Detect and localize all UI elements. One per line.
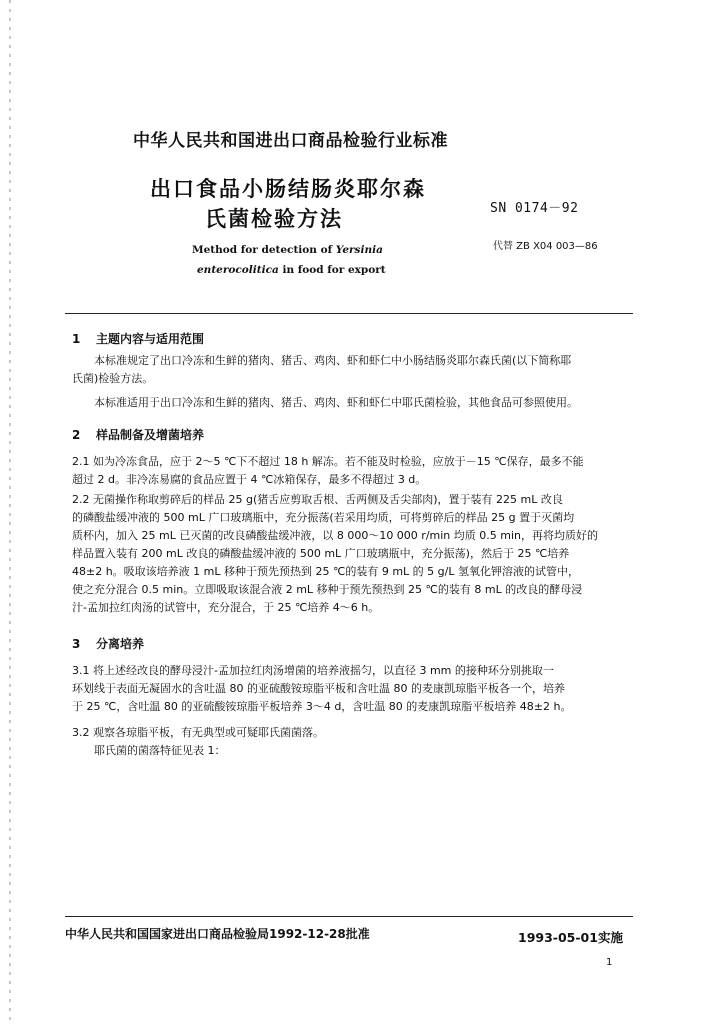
replaces-standard: 代替 ZB X04 003—86 — [493, 241, 598, 252]
english-title-prefix: Method for detection of — [192, 244, 336, 256]
standard-code: SN 0174－92 — [490, 201, 579, 216]
paragraph-1-1: 本标准规定了出口冷冻和生鲜的猪肉、猪舌、鸡肉、虾和虾仁中小肠结肠炎耶尔森氏菌(以下简称耶 — [94, 354, 572, 367]
section-heading-2 — [72, 426, 204, 443]
section-title: 样品制备及增菌培养 — [96, 428, 205, 442]
section-heading-1 — [72, 330, 204, 347]
paragraph-1-1-continued: 氏菌)检验方法。 — [72, 372, 154, 385]
standard-series-title: 中华人民共和国进出口商品检验行业标准 — [133, 131, 448, 151]
document-title-line-2: 氏菌检验方法 — [205, 207, 343, 231]
clause-2-2-line: 48±2 h。吸取该培养液 1 mL 移种于预先预热到 25 ℃的装有 9 mL 的 5 g/L 氢氧化钾溶液的试管中， — [72, 565, 579, 578]
clause-3-1-line: 环划线于表面无凝固水的含吐温 80 的亚硫酸铵琼脂平板和含吐温 80 的麦康凯琼脂平板各一个，培养 — [72, 682, 565, 695]
clause-2-1-line-2: 超过 2 d。非冷冻易腐的食品应置于 4 ℃冰箱保存，最多不得超过 3 d。 — [72, 473, 427, 486]
clause-2-2-line: 使之充分混合 0.5 min。立即吸取该混合液 2 mL 移种于预先预热到 25 ℃的装有 8 mL 的改良的酵母浸 — [72, 583, 583, 596]
clause-2-2-line: 汁-孟加拉红肉汤的试管中，充分混合，于 25 ℃培养 4～6 h。 — [72, 601, 380, 614]
binding-holes — [9, 0, 11, 1024]
approval-statement: 中华人民共和国国家进出口商品检验局1992-12-28批准 — [65, 927, 370, 941]
footer-divider — [65, 916, 633, 917]
clause-3-1-line: 于 25 ℃，含吐温 80 的亚硫酸铵琼脂平板培养 3～4 d，含吐温 80 的麦康凯琼脂平板培养 48±2 h。 — [72, 700, 572, 713]
paragraph-1-2: 本标准适用于出口冷冻和生鲜的猪肉、猪舌、鸡肉、虾和虾仁中耶氏菌检验，其他食品可参照使用。 — [94, 396, 578, 409]
section-title: 分离培养 — [96, 637, 145, 651]
clause-3-2-note: 耶氏菌的菌落特征见表 1： — [94, 744, 226, 757]
english-title-suffix: in food for export — [278, 264, 386, 276]
clause-2-2 — [72, 491, 598, 617]
clause-2-2-line: 样品置入装有 200 mL 改良的磷酸盐缓冲液的 500 mL 广口玻璃瓶中，充分振荡)，然后于 25 ℃培养 — [72, 547, 570, 560]
clause-2-2-line: 2.2 无菌操作称取剪碎后的样品 25 g(猪舌应剪取舌根、舌两侧及舌尖部肉)，置于装有 225 mL 改良 — [72, 493, 563, 506]
english-title-line-2 — [197, 264, 386, 276]
section-number: 1 — [72, 332, 81, 346]
clause-3-1-line: 3.1 将上述经改良的酵母浸汁-孟加拉红肉汤增菌的培养液摇匀，以直径 3 mm 的接种环分别挑取一 — [72, 664, 554, 677]
english-title-genus: Yersinia — [335, 244, 383, 256]
clause-2-2-line: 的磷酸盐缓冲液的 500 mL 广口玻璃瓶中，充分振荡(若采用均质，可将剪碎后的样品 25 g 置于灭菌均 — [72, 511, 575, 524]
clause-3-2: 3.2 观察各琼脂平板，有无典型或可疑耶氏菌菌落。 — [72, 726, 324, 739]
clause-3-1 — [72, 662, 571, 716]
section-number: 2 — [72, 428, 81, 442]
clause-2-1-line-1: 2.1 如为冷冻食品，应于 2～5 ℃下不超过 18 h 解冻。若不能及时检验，应放于－15 ℃保存，最多不能 — [72, 455, 584, 468]
english-title-species: enterocolitica — [197, 264, 279, 276]
section-heading-3 — [72, 635, 144, 652]
document-title-line-1: 出口食品小肠结肠炎耶尔森 — [150, 177, 426, 201]
page-number: 1 — [606, 957, 613, 968]
effective-date: 1993-05-01实施 — [518, 930, 623, 945]
english-title-line-1 — [192, 244, 383, 256]
clause-2-2-line: 质杯内，加入 25 mL 已灭菌的改良磷酸盐缓冲液，以 8 000～10 000 r/min 均质 0.5 min，再将均质好的 — [72, 529, 598, 542]
section-number: 3 — [72, 637, 81, 651]
header-divider — [65, 313, 633, 314]
section-title: 主题内容与适用范围 — [96, 332, 205, 346]
